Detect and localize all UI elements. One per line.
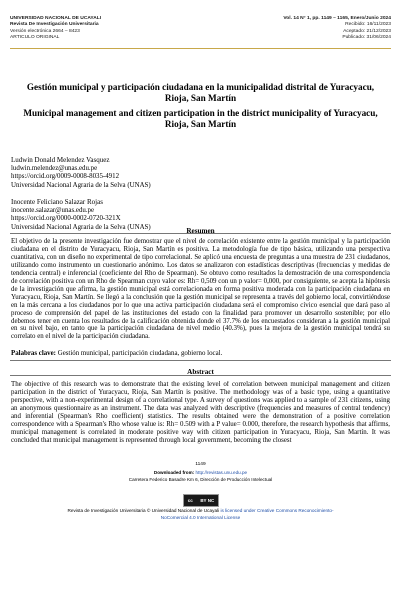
license-link[interactable]: is licensed under Creative Commons Reconocimiento- [220,508,334,513]
keywords-text: Gestión municipal, participación ciudadana, gobierno local. [57,350,223,357]
license-line-1 [10,508,391,515]
author-name: Inocente Feliciano Salazar Rojas [11,198,103,206]
cc-icon: cc [187,498,193,503]
resumen-rule [10,233,391,234]
downloaded-label: Downloaded from: [153,470,196,475]
article-type: ARTICULO ORIGINAL [10,35,60,41]
downloaded-line [10,470,391,477]
resumen-heading: Resumen [186,227,215,235]
abstract-rule-top [10,360,391,361]
author-block-1 [11,156,151,190]
published-date: Publicado: 31/06/2024 [342,35,391,41]
university-name: UNIVERSIDAD NACIONAL DE UCAYALI [10,16,102,21]
abstract-text: The objective of this research was to demonstrate that the existing level of correlation between municipal management and citizen participation in the district of Yuracyacu, Rioja, San Martín is positive. The methodology was of a basic type, using a quantitative perspective, with a non-experimental design of a correlational type. A survey of questions was applied to a sample of 231 citizens, using an anonymous questionnaire as an instrument. The data was analyzed with descriptive (frequencies and measures of central tendency) and inferential (Spearman's Rho coefficient) statistics. The results obtained were the demonstration of a positive correlation correspondence with a Spearman's Rho whose value is: Rh= 0.509 with a P value= 0.000, therefore, the research hypothesis that affirms, municipal management is correlated in moderate positive way with citizen participation in Yuracyacu, Rioja, San Martín. It was concluded that municipal management is represented through local government, becoming the closest [11,381,390,444]
journal-header-left [10,16,101,42]
page-number: 1149 [195,462,206,467]
license-notice [10,508,391,522]
journal-name: Revista De Investigación Universitaria [10,22,99,28]
received-date: Recibido: 16/11/2023 [345,22,391,28]
keywords-label: Palabras clave: [11,350,56,357]
journal-header-right [283,16,391,42]
title-spanish: Gestión municipal y participación ciudadana en la municipalidad distrital de Yuracyacu, Rioja, San Martín [26,82,375,103]
cc-license-badge[interactable] [183,494,219,507]
footer-address: Carretera Federico Basadre Km 6, Dirección de Producción Intelectual [128,476,273,482]
license-line-2[interactable]: NoComercial 4.0 International License [160,514,241,520]
license-holder: Revista de Investigación Universitaria © Universidad Nacional de Ucayali [67,508,221,513]
abstract-rule-bottom [10,375,391,376]
author-email[interactable]: ludwin.melendez@unas.edu.pe [11,164,98,172]
author-affiliation: Universidad Nacional Agraria de la Selva (UNAS) [11,223,151,231]
title-english: Municipal management and citizen participation in the district municipality of Yuracyacu, Rioja, San Martín [23,108,378,129]
electronic-version: Versión electrónica 2664 – 8423 [10,28,80,34]
author-affiliation: Universidad Nacional Agraria de la Selva (UNAS) [11,181,151,189]
author-name: Ludwin Donald Melendez Vasquez [11,156,110,164]
downloaded-link[interactable]: http://revistas.unu.edu.pe [195,470,248,475]
author-orcid[interactable]: https://orcid.org/0000-0002-0720-321X [11,215,121,223]
accepted-date: Aceptado: 21/12/2023 [343,28,391,34]
cc-badge-label: BY NC [200,498,215,503]
keywords [11,350,390,358]
page-footer [10,470,391,483]
author-orcid[interactable]: https://orcid.org/0009-0008-8035-4912 [11,173,120,181]
author-email[interactable]: inocente.salazar@unas.edu.pe [11,206,95,214]
header-rule [10,48,391,49]
resumen-text: El objetivo de la presente investigación fue demostrar que el nivel de correlación existente entre la gestión municipal y la participación ciudadana en el distrito de Yuracyacu, Rioja, San Martín es positiva. La metodología fue de tipo básica, utilizando una perspectiva cuantitativa, con un diseño no experimental de tipo correlacional. Se aplicó una encuesta de preguntas a una muestra de 231 ciudadanos, utilizando como instrumento un cuestionario anónimo. Los datos se analizaron con estadísticas descriptivas (frecuencias y medidas de tendencia central) e inferencial (coeficiente del Rho de Spearman). Se obtuvo como resultados la demostración de una correspondencia de correlación positiva con un Rho de Spearman cuyo valor es: Rh= 0,509 con un p valor= 0,000, por consiguiente, se acepta la hipótesis de la investigación que afirma, la gestión municipal está correlacionada en forma positiva moderada con la participación ciudadana en Yuracyacu, Rioja, San Martín. Se llegó a la conclusión que la gestión municipal se representa a través del gobierno local, convirtiéndose en la más cercana a los ciudadanos por lo que una activa participación ciudadana será el compromiso cívico esencial que dará paso al proceso de comprensión del papel de las instituciones del estado con la finalidad para promover un desarrollo sostenible; por ello debemos tener en cuenta los resultados de la calificación obtenida donde el 37.7% de los encuestados consideran a la gestión municipal en su nivel bajo, en tanto que la participación ciudadana de nivel medio (40.3%), pues la mejora de la gestión municipal tendrá su correlato en el nivel de la participación ciudadana. [11,238,390,341]
abstract-heading: Abstract [187,368,214,376]
volume-info: Vol. 14 N° 1, pp. 1149 – 1165, Enero/Junio 2024 [283,16,391,21]
